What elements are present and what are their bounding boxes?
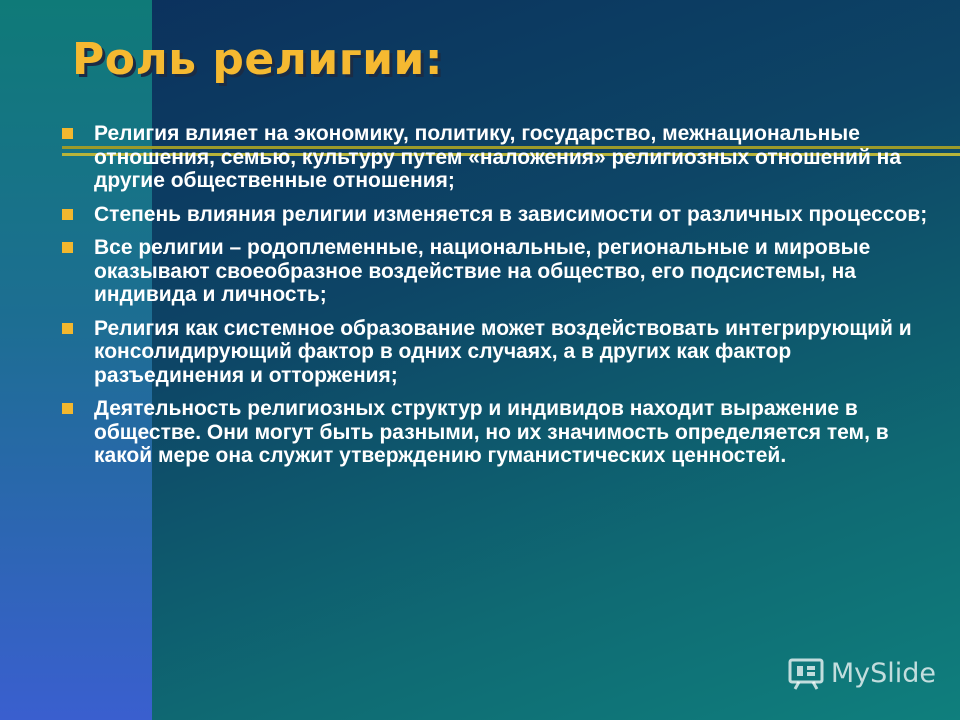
bullet-square-icon bbox=[62, 209, 73, 220]
bullet-text: Все религии – родоплеменные, национальные, региональные и мировые оказывают своеобразное воздействие на общество, его подсистемы, на индивида и личность; bbox=[94, 236, 871, 307]
bullet-item bbox=[60, 203, 940, 227]
bullet-square-icon bbox=[62, 403, 73, 414]
bullet-item bbox=[60, 317, 940, 388]
bullet-text: Деятельность религиозных структур и индивидов находит выражение в обществе. Они могут быть разными, но их значимость определяется тем, в какой мере она служит утверждению гуманистических ценностей. bbox=[94, 397, 889, 468]
bullet-item bbox=[60, 397, 940, 468]
bullet-text: Степень влияния религии изменяется в зависимости от различных процессов; bbox=[94, 202, 928, 226]
bullet-text: Религия влияет на экономику, политику, государство, межнациональные отношения, семью, культуру путем «наложения» религиозных отношений на другие общественные отношения; bbox=[94, 122, 902, 193]
watermark-logo bbox=[787, 654, 936, 692]
bullet-item bbox=[60, 122, 940, 193]
bullet-item bbox=[60, 236, 940, 307]
bullet-square-icon bbox=[62, 128, 73, 139]
watermark-text: MySlide bbox=[830, 657, 936, 689]
bullet-square-icon bbox=[62, 323, 73, 334]
bullet-text: Религия как системное образование может воздействовать интегрирующий и консолидирующий фактор в одних случаях, а в других как фактор разъединения и отторжения; bbox=[94, 316, 912, 387]
myshared-logo-icon bbox=[787, 654, 825, 692]
bullet-square-icon bbox=[62, 242, 73, 253]
bullet-list bbox=[60, 122, 940, 478]
slide-title: Роль религии: bbox=[72, 34, 443, 85]
